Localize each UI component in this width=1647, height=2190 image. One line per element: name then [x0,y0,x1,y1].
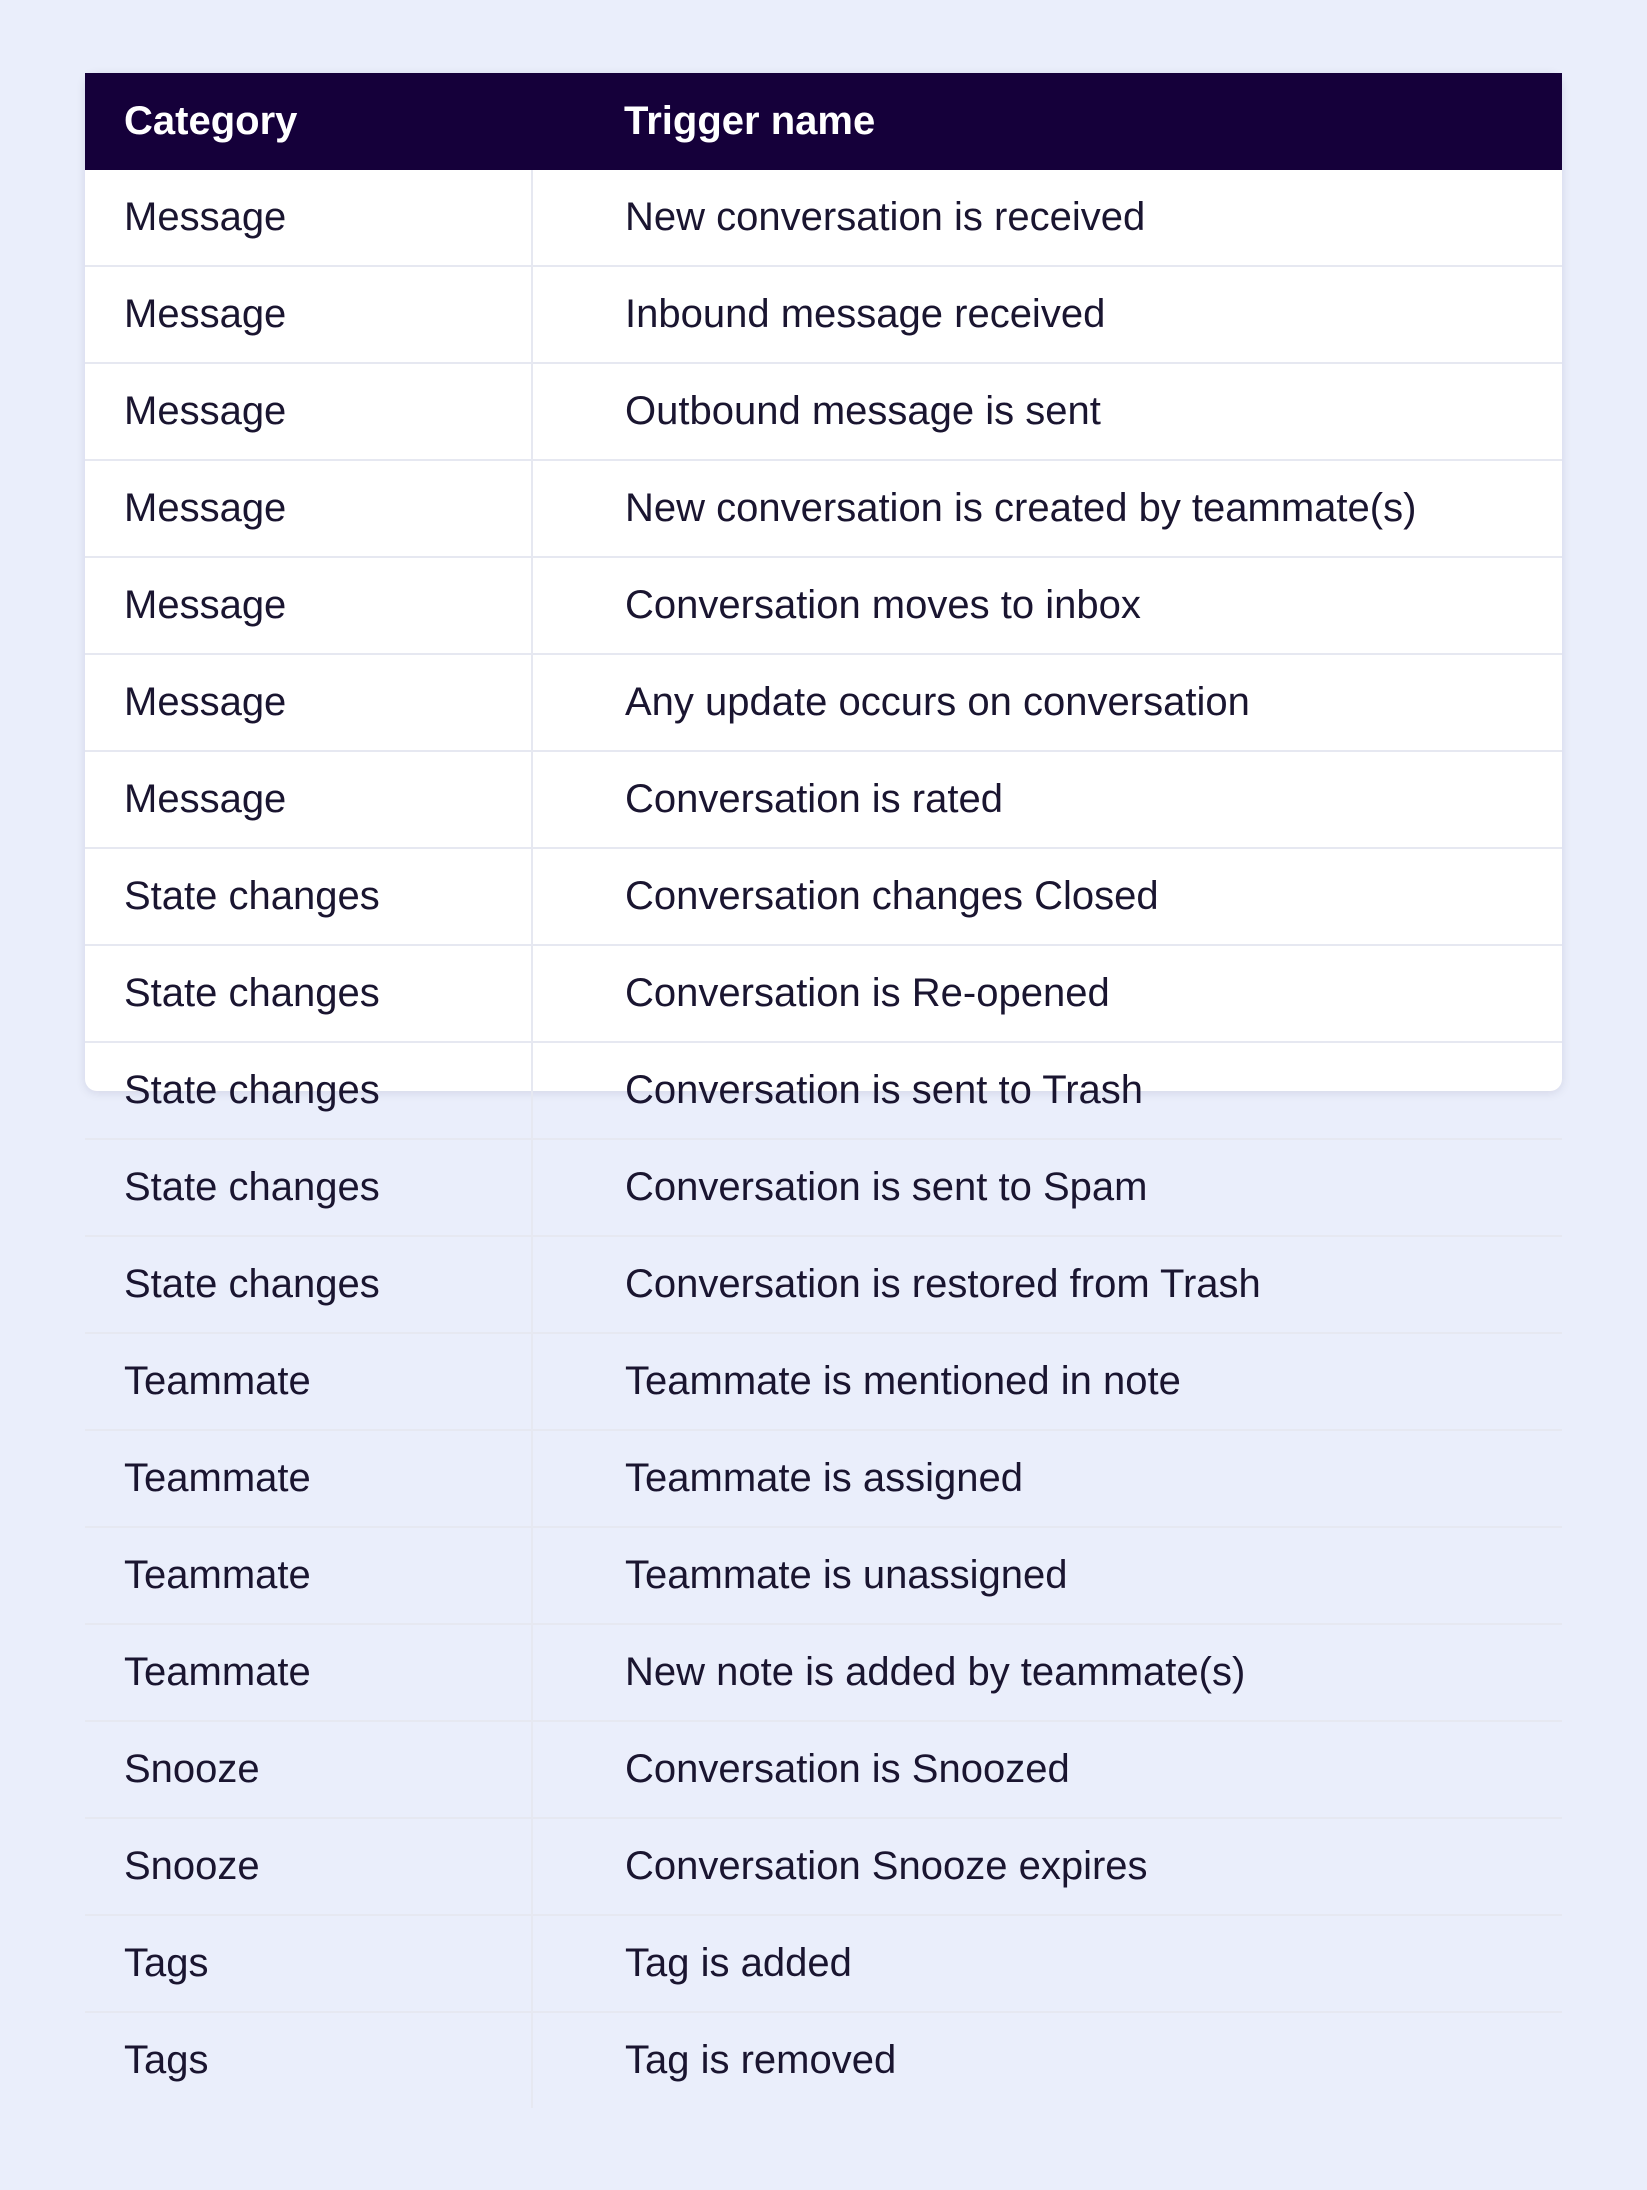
category-cell: Snooze [85,1818,532,1915]
category-cell: Teammate [85,1333,532,1430]
table-row [85,1333,1562,1430]
header-category: Category [85,73,532,170]
trigger-name-cell: Teammate is mentioned in note [532,1333,1562,1430]
trigger-name-cell: Conversation is restored from Trash [532,1236,1562,1333]
category-cell: Tags [85,2012,532,2108]
trigger-name-cell: Conversation is rated [532,751,1562,848]
table-row [85,1721,1562,1818]
table-row [85,557,1562,654]
table-row [85,1915,1562,2012]
category-cell: Teammate [85,1624,532,1721]
table-row [85,1236,1562,1333]
category-cell: Message [85,170,532,266]
trigger-name-cell: Conversation changes Closed [532,848,1562,945]
table-row [85,1527,1562,1624]
header-trigger-name: Trigger name [532,73,1562,170]
category-cell: Snooze [85,1721,532,1818]
trigger-name-cell: Conversation is Re-opened [532,945,1562,1042]
trigger-name-cell: Conversation is sent to Spam [532,1139,1562,1236]
category-cell: Message [85,751,532,848]
category-cell: State changes [85,1236,532,1333]
table-row [85,266,1562,363]
trigger-name-cell: Teammate is assigned [532,1430,1562,1527]
trigger-name-cell: New conversation is received [532,170,1562,266]
trigger-name-cell: Conversation is Snoozed [532,1721,1562,1818]
category-cell: Tags [85,1915,532,2012]
trigger-name-cell: New note is added by teammate(s) [532,1624,1562,1721]
triggers-table [85,73,1562,2108]
trigger-name-cell: Tag is removed [625,2038,897,2082]
table-header [85,73,1562,170]
trigger-name-cell: Outbound message is sent [532,363,1562,460]
table-row [85,1042,1562,1139]
table-row [85,1430,1562,1527]
trigger-name-cell: Conversation is sent to Trash [532,1042,1562,1139]
category-cell: State changes [85,1042,532,1139]
table-row [85,1624,1562,1721]
triggers-table-card [85,73,1562,2082]
trigger-name-cell: Conversation Snooze expires [532,1818,1562,1915]
table-row [85,1818,1562,1915]
category-cell: Message [85,460,532,557]
trigger-name-cell: Any update occurs on conversation [532,654,1562,751]
table-row [85,848,1562,945]
category-cell: State changes [85,848,532,945]
header-row [85,73,1562,170]
table-row [85,1139,1562,1236]
trigger-name-cell: Tag is added [532,1915,1562,2012]
trigger-name-cell: Teammate is unassigned [532,1527,1562,1624]
trigger-name-cell: Conversation moves to inbox [532,557,1562,654]
trigger-name-cell: Inbound message received [532,266,1562,363]
table-row [85,654,1562,751]
trigger-name-cell: New conversation is created by teammate(s) [532,460,1562,557]
table-row [85,170,1562,266]
table-row [85,2012,1562,2108]
category-cell: State changes [85,945,532,1042]
table-row [85,363,1562,460]
table-row [85,751,1562,848]
table-row [85,460,1562,557]
category-cell: Message [85,654,532,751]
table-row [85,945,1562,1042]
category-cell: Message [85,363,532,460]
table-body [85,170,1562,2108]
category-cell: Teammate [85,1430,532,1527]
category-cell: Message [85,557,532,654]
category-cell: Message [85,266,532,363]
category-cell: State changes [85,1139,532,1236]
category-cell: Teammate [85,1527,532,1624]
